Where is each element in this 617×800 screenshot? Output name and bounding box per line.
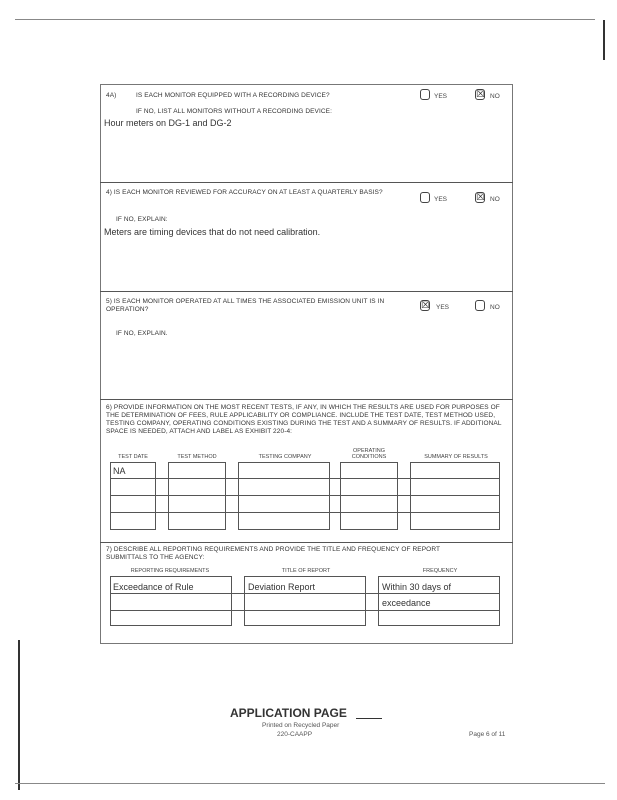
q6-col-test-method [168, 462, 226, 530]
q4-question: 4) IS EACH MONITOR REVIEWED FOR ACCURACY ON AT LEAST A QUARTERLY BASIS? [106, 189, 383, 196]
q4a-sub: IF NO, LIST ALL MONITORS WITHOUT A RECORDING DEVICE: [136, 108, 333, 115]
divider-4 [100, 542, 513, 543]
q6-question: 6) PROVIDE INFORMATION ON THE MOST RECENT TESTS, IF ANY, IN WHICH THE RESULTS ARE USED FOR PURPOSES OF THE DETERMINATION OF FEES, RULE APPLICABILITY OR COMPLIANCE. INCLUDE THE TEST DATE, TEST METHOD USED, TESTING COMPANY, OPERATING CONDITIONS EXISTING DURING THE TEST AND A SUMMARY OF RESULTS. IF ADDITIONAL SPACE IS NEEDED, ATTACH AND LABEL AS EXHIBIT 220-4: [106, 404, 502, 435]
q6-header-summary: SUMMARY OF RESULTS [424, 454, 488, 460]
divider-3 [100, 399, 513, 400]
footer-printed: Printed on Recycled Paper [262, 722, 340, 729]
q5-no-checkbox[interactable] [475, 300, 485, 311]
q5-yes-checkbox[interactable]: ☒ [421, 300, 430, 311]
q7-header-frequency: FREQUENCY [422, 568, 458, 574]
q6-row-line-1 [110, 478, 500, 479]
q4a-no-label: NO [490, 93, 500, 100]
q7-header-requirements: REPORTING REQUIREMENTS [130, 568, 210, 574]
q4a-no-checkbox[interactable]: ☒ [476, 89, 485, 100]
bottom-rule [15, 783, 605, 784]
q5-sub: IF NO, EXPLAIN. [116, 330, 168, 337]
q6-header-testing-company: TESTING COMPANY [258, 454, 312, 460]
q7-title: Deviation Report [248, 582, 316, 592]
q4a-yes-label: YES [434, 93, 448, 100]
q7-frequency-line1: Within 30 days of [382, 582, 452, 592]
divider-2 [100, 291, 513, 292]
q4a-yes-checkbox[interactable] [420, 89, 430, 100]
right-edge-mark [603, 20, 605, 60]
q5-yes-label: YES [436, 304, 450, 311]
q7-row-line-2 [110, 610, 500, 611]
q6-row-line-2 [110, 495, 500, 496]
q6-header-operating-conditions: OPERATING CONDITIONS [351, 448, 387, 460]
q6-row-line-3 [110, 512, 500, 513]
q6-header-test-date: TEST DATE [118, 454, 148, 460]
q5-question: 5) IS EACH MONITOR OPERATED AT ALL TIMES THE ASSOCIATED EMISSION UNIT IS IN OPERATION? [106, 298, 385, 313]
q4-yes-label: YES [434, 196, 448, 203]
q6-first-value: NA [113, 466, 126, 476]
footer-page-blank [356, 718, 382, 719]
divider-1 [100, 182, 513, 183]
q6-header-test-method: TEST METHOD [177, 454, 217, 460]
q6-col-summary [410, 462, 500, 530]
footer-form: 220-CAAPP [277, 731, 313, 738]
q4-yes-checkbox[interactable] [420, 192, 430, 203]
q4-sub: IF NO, EXPLAIN: [116, 216, 168, 223]
q4a-number: 4A) [106, 92, 117, 99]
q6-col-testing-company [238, 462, 330, 530]
q4-no-label: NO [490, 196, 500, 203]
q5-no-label: NO [490, 304, 500, 311]
q4a-answer: Hour meters on DG-1 and DG-2 [104, 118, 232, 128]
q6-col-operating-conditions [340, 462, 398, 530]
footer-page-number: Page 6 of 11 [469, 731, 506, 738]
q7-frequency-line2: exceedance [382, 598, 431, 608]
q7-question: 7) DESCRIBE ALL REPORTING REQUIREMENTS AND PROVIDE THE TITLE AND FREQUENCY OF REPORT SUBMITTALS TO THE AGENCY: [106, 546, 440, 561]
footer-title: APPLICATION PAGE [230, 706, 347, 720]
q7-row-line-1 [110, 593, 500, 594]
q4a-question: IS EACH MONITOR EQUIPPED WITH A RECORDING DEVICE? [136, 92, 330, 99]
top-rule [15, 19, 595, 20]
q4-answer: Meters are timing devices that do not need calibration. [104, 227, 321, 237]
q7-requirement: Exceedance of Rule [113, 582, 194, 592]
q7-header-title: TITLE OF REPORT [281, 568, 331, 574]
left-edge-mark [18, 640, 20, 790]
q4-no-checkbox[interactable]: ☒ [476, 192, 485, 203]
